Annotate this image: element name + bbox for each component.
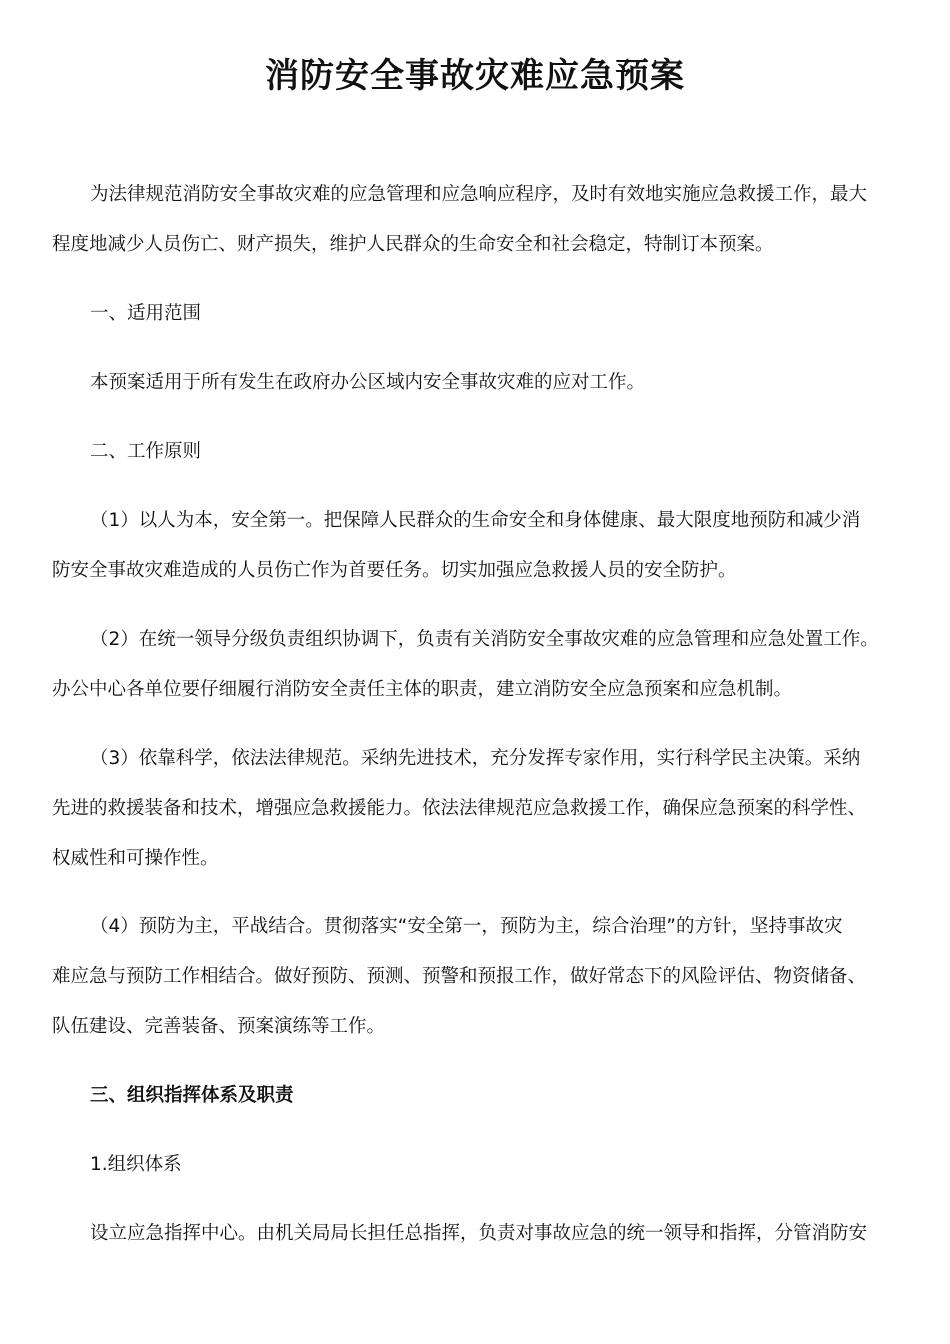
section-heading-principles bbox=[52, 427, 902, 477]
intro-paragraph bbox=[52, 170, 902, 270]
paragraph-line: 难应急与预防工作相结合。做好预防、预测、预警和预报工作，做好常态下的风险评估、物资储备、 bbox=[52, 966, 867, 987]
section-heading: 三、组织指挥体系及职责 bbox=[90, 1085, 294, 1106]
paragraph-line: 程度地减少人员伤亡、财产损失，维护人民群众的生命安全和社会稳定，特制订本预案。 bbox=[52, 234, 774, 255]
paragraph-line: （1）以人为本，安全第一。把保障人民群众的生命安全和身体健康、最大限度地预防和减少消 bbox=[90, 510, 861, 531]
section-heading: 二、工作原则 bbox=[90, 441, 202, 462]
section-heading-organization bbox=[52, 1071, 902, 1121]
principle-3-paragraph bbox=[52, 734, 902, 884]
paragraph-line: 队伍建设、完善装备、预案演练等工作。 bbox=[52, 1016, 386, 1037]
paragraph-line: 权威性和可操作性。 bbox=[52, 848, 219, 869]
paragraph-line: 为法律规范消防安全事故灾难的应急管理和应急响应程序，及时有效地实施应急救援工作，最大 bbox=[90, 184, 868, 205]
subsection-heading-org-system bbox=[52, 1140, 902, 1190]
paragraph-line: 先进的救援装备和技术，增强应急救援能力。依法法律规范应急救援工作，确保应急预案的科学性、 bbox=[52, 798, 867, 819]
paragraph-line: 设立应急指挥中心。由机关局局长担任总指挥，负责对事故应急的统一领导和指挥，分管消防安 bbox=[90, 1223, 868, 1244]
scope-paragraph bbox=[52, 358, 902, 408]
principle-1-paragraph bbox=[52, 496, 902, 596]
paragraph-line: 办公中心各单位要仔细履行消防安全责任主体的职责，建立消防安全应急预案和应急机制。 bbox=[52, 679, 793, 700]
section-heading: 一、适用范围 bbox=[90, 303, 202, 324]
principle-2-paragraph bbox=[52, 615, 902, 715]
paragraph-line: （2）在统一领导分级负责组织协调下，负责有关消防安全事故灾难的应急管理和应急处置工作。 bbox=[90, 629, 879, 650]
paragraph-line: 防安全事故灾难造成的人员伤亡作为首要任务。切实加强应急救援人员的安全防护。 bbox=[52, 560, 737, 581]
subsection-heading: 1.组织体系 bbox=[90, 1154, 182, 1175]
section-heading-scope bbox=[52, 289, 902, 339]
paragraph-line: 本预案适用于所有发生在政府办公区域内安全事故灾难的应对工作。 bbox=[90, 372, 646, 393]
principle-4-paragraph bbox=[52, 902, 902, 1052]
org-system-paragraph bbox=[52, 1209, 902, 1259]
paragraph-line: （3）依靠科学，依法法律规范。采纳先进技术，充分发挥专家作用，实行科学民主决策。采纳 bbox=[90, 748, 861, 769]
paragraph-line: （4）预防为主，平战结合。贯彻落实“安全第一，预防为主，综合治理”的方针，坚持事故灾 bbox=[90, 916, 843, 937]
document-title: 消防安全事故灾难应急预案 bbox=[265, 56, 685, 96]
